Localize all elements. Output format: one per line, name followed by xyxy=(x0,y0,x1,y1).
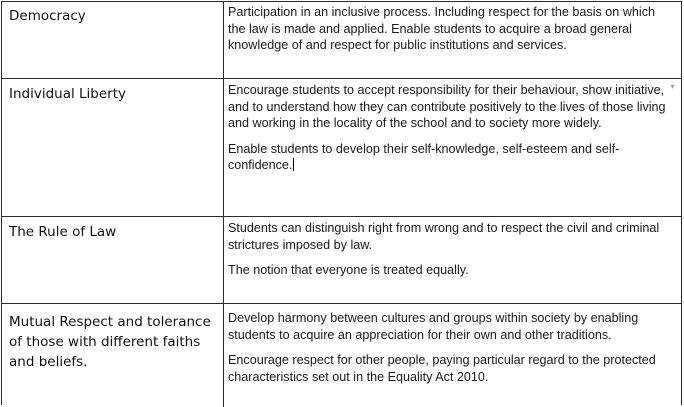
row-description[interactable] xyxy=(228,82,674,183)
row-label: Mutual Respect and tolerance of those with different faiths and beliefs. xyxy=(9,314,211,370)
table-row xyxy=(2,2,681,79)
description-paragraph: Develop harmony between cultures and groups within society by enabling students to acquire an appreciation for their own and other traditions. xyxy=(228,311,639,342)
table-row xyxy=(2,217,681,304)
description-paragraph: Students can distinguish right from wrong and to respect the civil and criminal strictures imposed by law. xyxy=(228,221,660,252)
row-label: Individual Liberty xyxy=(9,86,127,102)
row-description[interactable] xyxy=(228,4,674,63)
description-paragraph: Encourage students to accept responsibility for their behaviour, show initiative, and to understand how they can contribute positively to the lives of those living and working in the locality of the school and to society more widely. xyxy=(228,83,666,131)
table-row xyxy=(2,304,681,406)
description-paragraph: Encourage respect for other people, paying particular regard to the protected characteristics set out in the Equality Act 2010. xyxy=(228,353,656,384)
text-caret xyxy=(293,158,294,171)
row-label: Democracy xyxy=(9,8,86,24)
row-description[interactable] xyxy=(228,310,674,394)
values-table xyxy=(1,1,682,405)
description-paragraph: Participation in an inclusive process. Including respect for the basis on which the law is made and applied. Enable students to acquire a broad general knowledge of and respect for public institutions and services. xyxy=(228,5,656,53)
description-paragraph: Enable students to develop their self-knowledge, self-esteem and self-confidence. xyxy=(228,141,620,173)
row-description[interactable] xyxy=(228,220,674,288)
table-row xyxy=(2,79,681,217)
chevron-down-icon[interactable]: ▾ xyxy=(670,82,675,91)
row-label: The Rule of Law xyxy=(9,224,117,240)
description-paragraph: The notion that everyone is treated equally. xyxy=(228,263,469,278)
